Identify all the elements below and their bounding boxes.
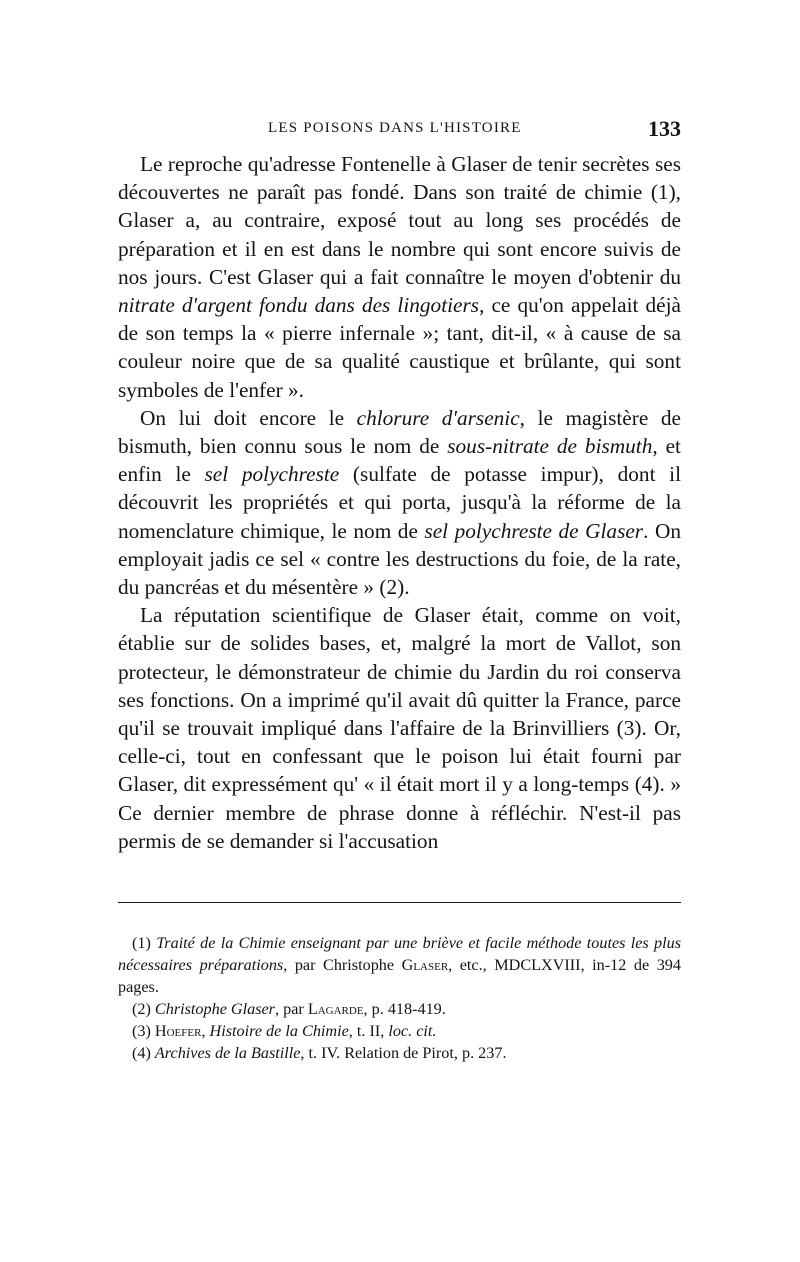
text-run: , ce qu'on appelait déjà de son temps la « pierre infernale »; tant, dit-il, « à cause de sa couleur noire que de sa qualité caustique et brûlante, qui sont symboles de l'enfer ». xyxy=(118,293,681,402)
footnote-number: (1) xyxy=(132,934,157,952)
footnote xyxy=(118,1042,681,1064)
text-run: , t. II, xyxy=(348,1022,389,1040)
text-run: , etc., MDCLXVIII, in-12 de 394 pages. xyxy=(118,956,681,996)
footnote-number: (2) xyxy=(132,1000,155,1018)
footnote xyxy=(118,932,681,998)
text-run: , t. IV. Relation de Pirot, p. 237. xyxy=(300,1044,507,1062)
paragraph xyxy=(118,404,681,601)
italic-term: chlorure d'arsenic xyxy=(356,405,520,430)
author-name: Lagarde xyxy=(307,1000,364,1018)
footnote-divider xyxy=(118,902,681,903)
italic-title: Archives de la Bastille xyxy=(154,1044,301,1062)
body-text xyxy=(118,150,681,855)
italic-term: nitrate d'argent fondu dans des lingotiers xyxy=(118,293,480,318)
paragraph xyxy=(118,150,681,404)
text-run: . On employait jadis ce sel « contre les destructions du foie, de la rate, du pancréas et du mésentère » (2). xyxy=(118,518,681,600)
running-title: LES POISONS DANS L'HISTOIRE xyxy=(268,120,522,136)
text-run: Le reproche qu'adresse Fontenelle à Glaser de tenir secrètes ses découvertes ne paraît pas fondé. Dans son traité de chimie (1), Glaser a, au contraire, exposé tout au long ses procédés de préparation et il en est dans le nombre qui sont encore suivis de nos jours. C'est Glaser qui a fait connaître le moyen d'obtenir du xyxy=(118,152,681,289)
text-run: , par Christophe xyxy=(283,956,402,974)
footnote-number: (4) xyxy=(132,1044,155,1062)
text-run: , xyxy=(201,1022,210,1040)
running-head xyxy=(118,116,681,146)
footnote xyxy=(118,1020,681,1042)
footnote xyxy=(118,998,681,1020)
italic-term: sous-nitrate de bismuth xyxy=(447,434,653,459)
footnote-number: (3) xyxy=(132,1022,155,1040)
text-run: , le magistère de bismuth, bien connu sous le nom de xyxy=(118,405,681,459)
page-number: 133 xyxy=(648,116,681,141)
italic-title: Histoire de la Chimie xyxy=(209,1022,349,1040)
text-run: (sulfate de potasse impur), dont il découvrit les propriétés et qui porta, jusqu'à la réforme de la nomenclature chimique, le nom de xyxy=(118,462,682,543)
footnotes xyxy=(118,932,681,1064)
text-run: , et enfin le xyxy=(118,434,681,487)
text-run: , p. 418-419. xyxy=(363,1000,446,1018)
italic-term: sel polychreste xyxy=(204,462,340,487)
italic-term: sel polychreste de Glaser xyxy=(424,518,644,543)
italic-title: Traité de la Chimie enseignant par une briève et facile méthode toutes les plus nécessaires préparations xyxy=(118,934,682,974)
text-run: , par xyxy=(275,1000,308,1018)
text-run: La réputation scientifique de Glaser était, comme on voit, établie sur de solides bases, et, malgré la mort de Vallot, son protecteur, le démonstrateur de chimie du Jardin du roi conserva ses fonctions. On a imprimé qu'il avait dû quitter la France, parce qu'il se trouvait impliqué dans l'affaire de la Brinvilliers (3). Or, celle-ci, tout en confessant que le poison lui était fourni par Glaser, dit expressément qu' « il était mort il y a long-temps (4). » Ce dernier membre de phrase donne à réfléchir. N'est-il pas permis de se demander si l'accusation xyxy=(118,603,681,853)
author-name: Glaser xyxy=(401,956,449,974)
paragraph xyxy=(118,601,681,855)
author-name: Hoefer xyxy=(154,1022,202,1040)
text-run: On lui doit encore le xyxy=(140,405,357,430)
italic-abbrev: loc. cit. xyxy=(388,1022,437,1040)
italic-title: Christophe Glaser xyxy=(154,1000,275,1018)
